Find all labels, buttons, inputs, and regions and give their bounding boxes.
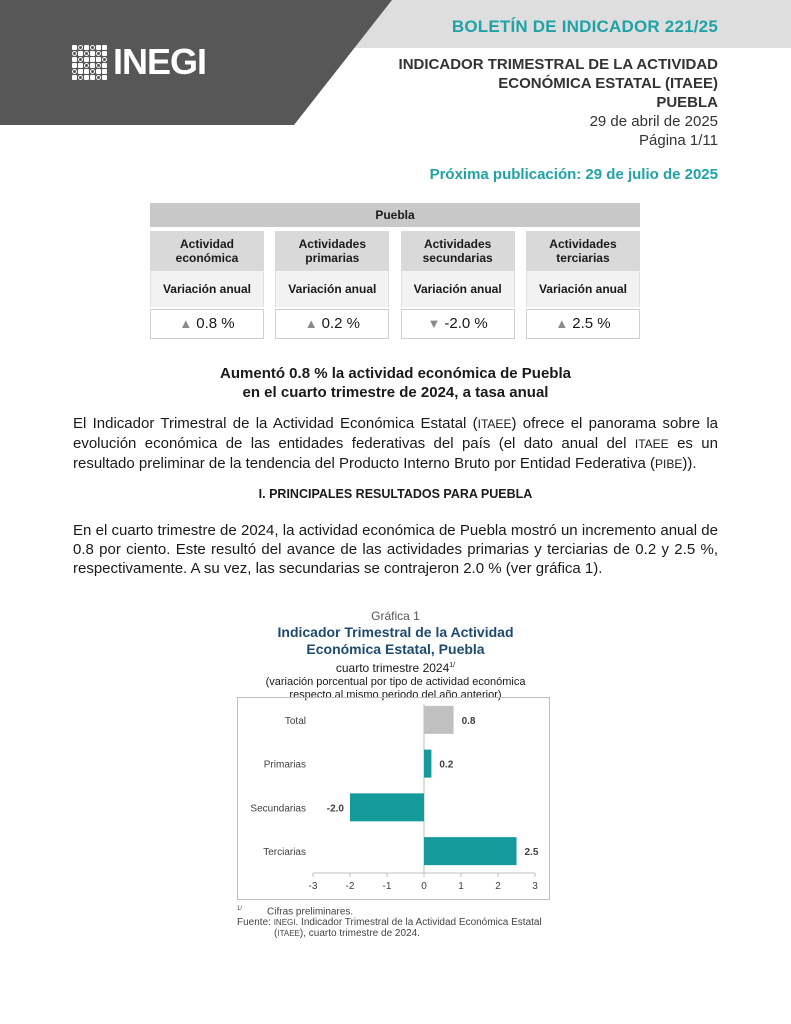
chart-notes [237, 904, 542, 939]
intro-paragraph: El Indicador Trimestral de la Actividad Económica Estatal (ITAEE) ofrece el panorama sobre la evolución económica de las entidades federativas del país (el dato anual del ITAEE es un resultado preliminar de la tendencia del Producto Interno Bruto por Entidad Federativa (PIBE)). [73, 415, 719, 472]
category-label: Total [284, 715, 306, 727]
page-number: Página 1/11 [639, 132, 718, 149]
column-header: Actividad económica [150, 231, 264, 271]
category-label: Primarias [263, 759, 306, 771]
summary-table [150, 203, 640, 339]
summary-column-total [150, 231, 264, 339]
report-title-line1: INDICADOR TRIMESTRAL DE LA ACTIVIDAD [398, 56, 718, 73]
column-subheader: Variación anual [150, 271, 264, 307]
summary-column-secundarias [401, 231, 515, 339]
column-header: Actividades secundarias [401, 231, 515, 271]
x-tick-label: 0 [421, 881, 427, 892]
column-subheader: Variación anual [401, 271, 515, 307]
inegi-logo [72, 41, 207, 82]
data-label: -2.0 [326, 803, 344, 815]
data-label: 2.5 [524, 847, 539, 859]
chart-title-line2: Económica Estatal, Puebla [306, 641, 485, 657]
report-date: 29 de abril de 2025 [589, 113, 718, 130]
category-label: Terciarias [263, 847, 306, 859]
x-tick-label: -3 [308, 881, 318, 892]
column-value: ▲ 0.8 % [150, 309, 264, 339]
column-subheader: Variación anual [275, 271, 389, 307]
arrow-up-icon: ▲ [304, 316, 318, 331]
arrow-up-icon: ▲ [179, 316, 193, 331]
title-block [399, 55, 718, 150]
data-label: 0.2 [439, 759, 454, 771]
bar-chart [237, 697, 550, 900]
source-note: Fuente: INEGI. Indicador Trimestral de la Actividad Económica Estatal [237, 917, 542, 929]
summary-state-header: Puebla [150, 203, 640, 227]
category-label: Secundarias [250, 803, 306, 815]
chart-description-line2: respecto al mismo periodo del año anterior) [289, 689, 502, 701]
arrow-down-icon: ▼ [427, 316, 441, 331]
column-header: Actividades terciarias [526, 231, 640, 271]
x-tick-label: 3 [532, 881, 538, 892]
x-tick-label: -1 [382, 881, 392, 892]
arrow-up-icon: ▲ [555, 316, 569, 331]
bar-secundarias [350, 793, 424, 821]
column-header: Actividades primarias [275, 231, 389, 271]
inegi-logo-icon [72, 45, 107, 80]
column-value: ▲ 2.5 % [526, 309, 640, 339]
column-value: ▲ 0.2 % [275, 309, 389, 339]
x-tick-label: 2 [495, 881, 501, 892]
chart-subtitle: cuarto trimestre $2024^{1/}$ [335, 661, 456, 675]
section-title: I. PRINCIPALES RESULTADOS PARA PUEBLA [258, 487, 533, 501]
chart-svg [238, 698, 551, 901]
report-title-line2: ECONÓMICA ESTATAL (ITAEE) [498, 75, 718, 92]
chart-label: Gráfica 1 [371, 609, 420, 623]
data-label: 0.8 [461, 715, 476, 727]
chart-description-line1: (variación porcentual por tipo de actividad económica [265, 676, 526, 688]
results-paragraph: En el cuarto trimestre de 2024, la actividad económica de Puebla mostró un incremento anual de 0.8 por ciento. Este resultó del avance de las actividades primarias y terciarias de 0.2 y 2.5 %, respectivamente. A su vez, las secundarias se contrajeron 2.0 % (ver gráfica 1). [73, 522, 718, 577]
report-state: PUEBLA [656, 94, 718, 111]
column-subheader: Variación anual [526, 271, 640, 307]
x-tick-label: 1 [458, 881, 464, 892]
summary-column-terciarias [526, 231, 640, 339]
chart-header [0, 609, 791, 702]
bar-terciarias [424, 837, 517, 865]
x-tick-label: -2 [345, 881, 355, 892]
summary-column-primarias [275, 231, 389, 339]
bulletin-number: BOLETÍN DE INDICADOR 221/25 [451, 17, 718, 36]
logo-text: INEGI [113, 41, 207, 82]
column-value: ▼ -2.0 % [401, 309, 515, 339]
preliminary-note: $^{1/}$ Cifras preliminares. [237, 906, 354, 918]
next-publication: Próxima publicación: 29 de julio de 2025 [429, 166, 718, 183]
headline: Aumentó 0.8 % la actividad económica de Puebla en el cuarto trimestre de 2024, a tasa anual [220, 365, 571, 401]
bar-primarias [424, 750, 431, 778]
bar-total [424, 706, 454, 734]
source-note-cont: (ITAEE), cuarto trimestre de 2024. [274, 928, 420, 940]
chart-title-line1: Indicador Trimestral de la Actividad [277, 624, 514, 640]
